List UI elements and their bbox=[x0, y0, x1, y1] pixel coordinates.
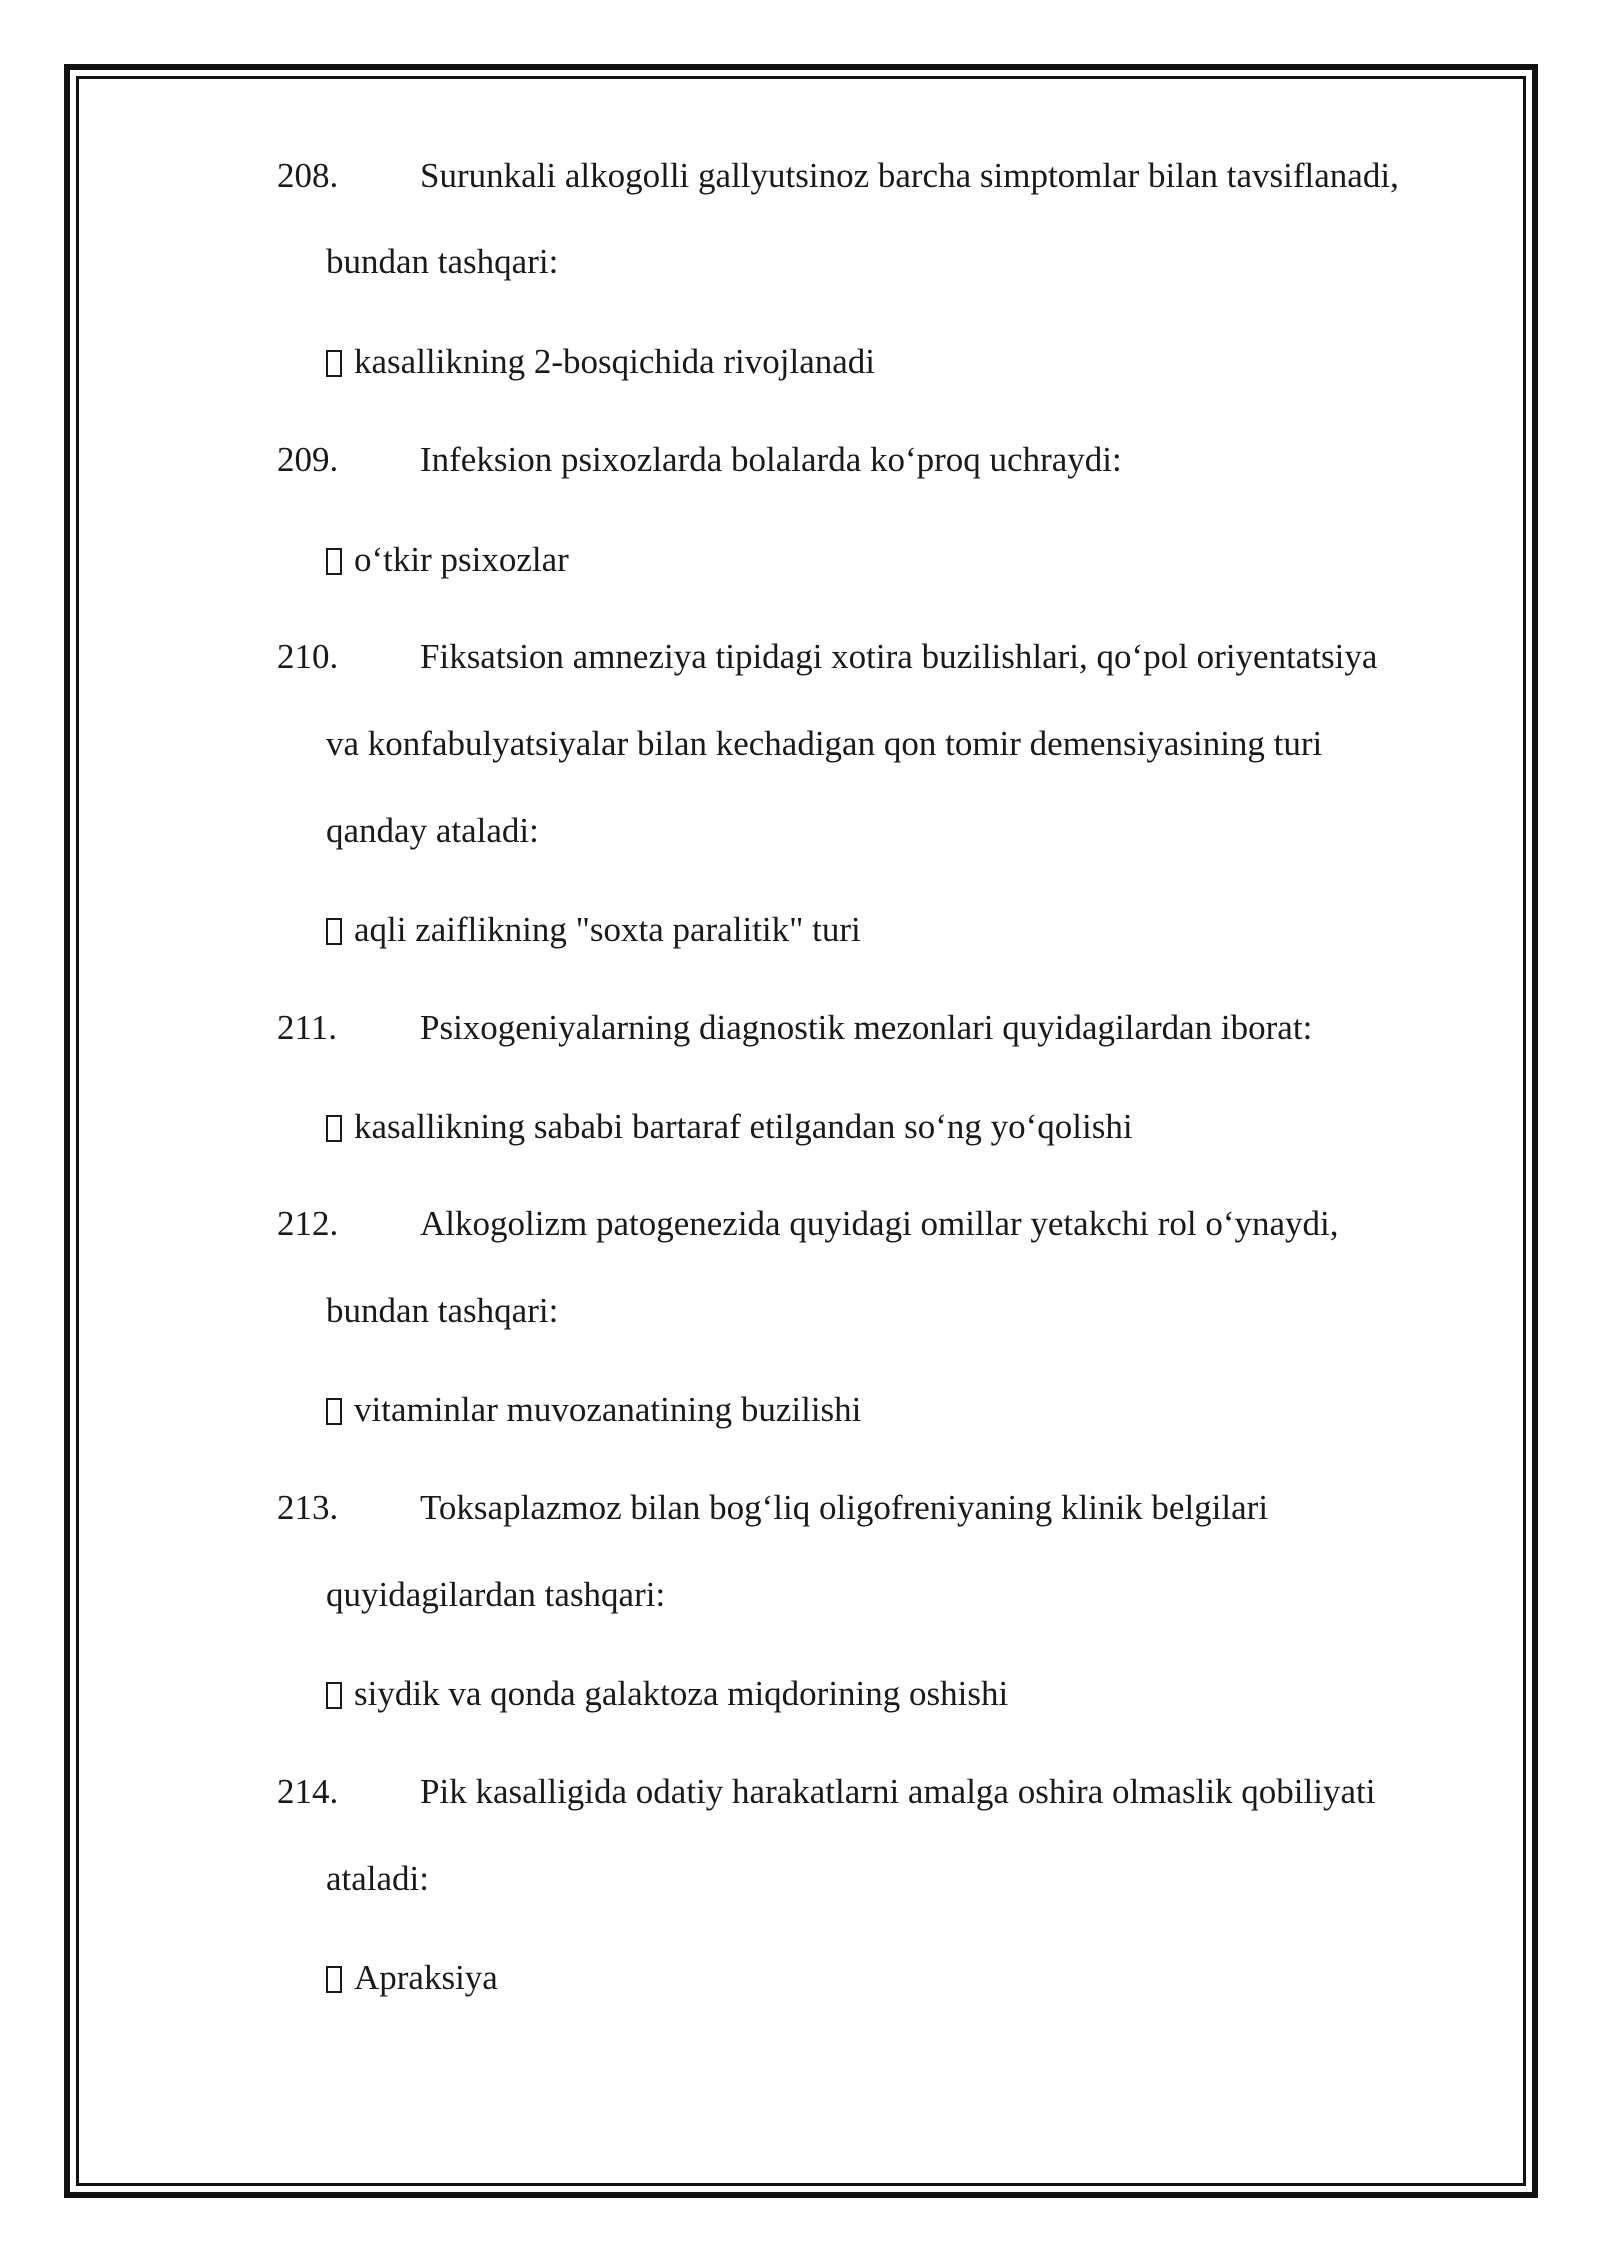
missing-glyph-box-icon bbox=[326, 1398, 342, 1425]
answer-text: vitaminlar muvozanatining buzilishi bbox=[354, 1390, 862, 1429]
answer-text: kasallikning sababi bartaraf etilgandan so‘ng yo‘qolishi bbox=[354, 1107, 1133, 1146]
question-number: 211. bbox=[277, 1008, 337, 1047]
question-text-line: va konfabulyatsiyalar bilan kechadigan qon tomir demensiyasining turi bbox=[326, 724, 1323, 763]
answer-text: Apraksiya bbox=[354, 1958, 498, 1997]
question-text-line: Pik kasalligida odatiy harakatlarni amalga oshira olmaslik qobiliyati bbox=[420, 1772, 1376, 1811]
question-number: 209. bbox=[277, 440, 339, 479]
missing-glyph-box-icon bbox=[326, 1682, 342, 1709]
question-text-line: Infeksion psixozlarda bolalarda ko‘proq uchraydi: bbox=[420, 440, 1122, 479]
missing-glyph-box-icon bbox=[326, 548, 342, 575]
question-text-line: Toksaplazmoz bilan bog‘liq oligofreniyaning klinik belgilari bbox=[420, 1488, 1269, 1527]
question-text-line: bundan tashqari: bbox=[326, 242, 559, 281]
question-text-line: Fiksatsion amneziya tipidagi xotira buzilishlari, qo‘pol oriyentatsiya bbox=[420, 637, 1378, 676]
question-text-line: bundan tashqari: bbox=[326, 1291, 559, 1330]
question-number: 214. bbox=[277, 1772, 339, 1811]
question-number: 208. bbox=[277, 156, 339, 195]
question-text-line: qanday ataladi: bbox=[326, 811, 539, 850]
missing-glyph-box-icon bbox=[326, 918, 342, 945]
question-number: 210. bbox=[277, 637, 339, 676]
answer-text: kasallikning 2-bosqichida rivojlanadi bbox=[354, 342, 876, 381]
missing-glyph-box-icon bbox=[326, 1966, 342, 1993]
question-number: 212. bbox=[277, 1204, 339, 1243]
question-text-line: Alkogolizm patogenezida quyidagi omillar yetakchi rol o‘ynaydi, bbox=[420, 1204, 1339, 1243]
answer-text: o‘tkir psixozlar bbox=[354, 540, 569, 579]
missing-glyph-box-icon bbox=[326, 1115, 342, 1142]
question-text-line: quyidagilardan tashqari: bbox=[326, 1575, 666, 1614]
question-number: 213. bbox=[277, 1488, 339, 1527]
question-text-line: Surunkali alkogolli gallyutsinoz barcha simptomlar bilan tavsiflanadi, bbox=[420, 156, 1399, 195]
answer-text: aqli zaiflikning "soxta paralitik" turi bbox=[354, 910, 861, 949]
answer-text: siydik va qonda galaktoza miqdorining oshishi bbox=[354, 1674, 1009, 1713]
question-text-line: Psixogeniyalarning diagnostik mezonlari quyidagilardan iborat: bbox=[420, 1008, 1313, 1047]
question-text-line: ataladi: bbox=[326, 1859, 430, 1898]
missing-glyph-box-icon bbox=[326, 350, 342, 377]
